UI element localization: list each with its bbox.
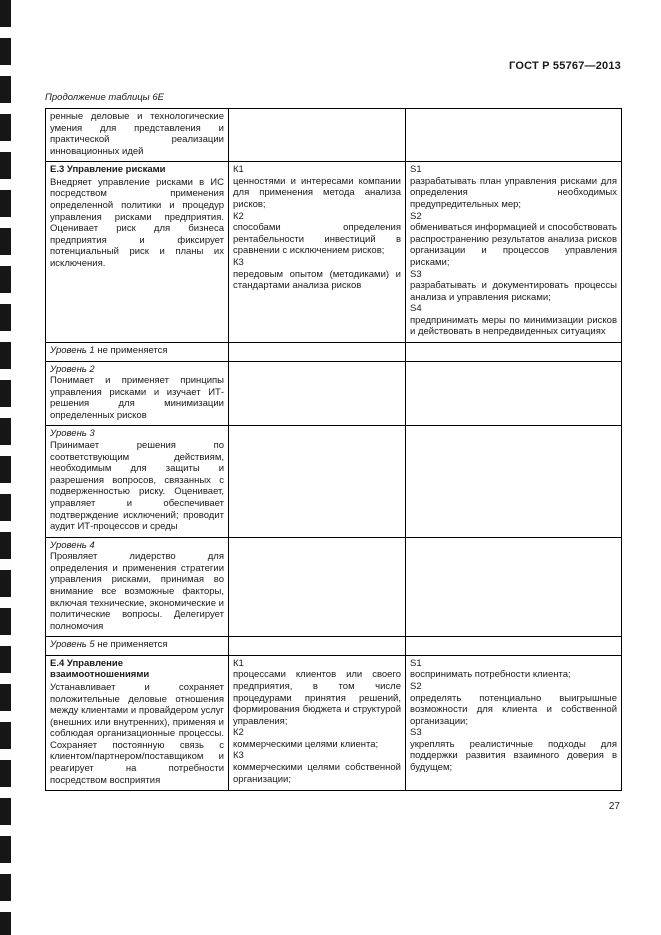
skill-item <box>410 211 617 269</box>
competence-table <box>45 108 622 791</box>
continuation-text: ренные деловые и технологические умения для представления и практической реализации инновационных идей <box>50 111 224 157</box>
skill-item <box>410 164 617 210</box>
cell-empty <box>406 537 622 637</box>
table-row-level-4 <box>46 537 622 637</box>
skill-label: S1 <box>410 164 422 176</box>
skill-item <box>410 658 617 681</box>
level-label: Уровень 4 <box>50 539 95 551</box>
scan-binding-marks <box>0 0 11 935</box>
knowledge-label: К1 <box>233 657 244 669</box>
level-text: Понимает и применяет принципы управления рисками и изучает ИТ-решения для минимизации определенных рисков <box>50 375 224 421</box>
knowledge-label: К2 <box>233 727 244 739</box>
skill-item <box>410 303 617 338</box>
cell-empty <box>406 637 622 656</box>
skill-item <box>410 727 617 773</box>
knowledge-label: К3 <box>233 750 244 762</box>
knowledge-item <box>233 750 401 785</box>
knowledge-text: передовым опытом (методиками) и стандартами анализа рисков <box>233 268 401 292</box>
skill-text: воспринимать потребности клиента; <box>410 669 571 681</box>
skill-label: S2 <box>410 681 422 693</box>
cell-empty <box>229 342 406 361</box>
level-text: Принимает решения по соответствующим действиям, необходимым для защиты и разрешения вопросов, связанных с подверженностью риску. Оценивает, управляет и обеспечивает подтверждение исключений; проводит аудит ИТ-процессов и среды <box>50 440 224 533</box>
cell-e3-skills <box>406 162 622 343</box>
cell-e4-description <box>46 655 229 790</box>
knowledge-label: К3 <box>233 256 244 268</box>
table-row-e3 <box>46 162 622 343</box>
skill-label: S1 <box>410 657 422 669</box>
cell-level-3 <box>46 426 229 537</box>
competence-title-e4: Е.4 Управление взаимоотношениями <box>50 657 150 681</box>
cell-e3-description <box>46 162 229 343</box>
document-header: ГОСТ Р 55767—2013 <box>509 60 621 72</box>
competence-description-e4: Устанавливает и сохраняет положительные деловые отношения между клиентами и провайдером услуг (внешних или внутренних), применяя и соблюдая организационные процессы. Сохраняет постоянную связь с клиентом/партнером/поставщиком и реагирует на потребности посредством восприятия <box>50 682 224 786</box>
knowledge-item <box>233 727 401 750</box>
cell-empty <box>406 109 622 162</box>
level-label: Уровень 2 <box>50 363 95 375</box>
competence-description-e3: Внедряет управление рисками в ИС посредством применения определенной политики и процедур управления рисками предприятия. Оценивает риск для бизнеса предприятия и фиксирует потенциальный риск и планы их исключения. <box>50 176 224 269</box>
cell-empty <box>229 109 406 162</box>
page-number: 27 <box>608 801 620 813</box>
table-caption: Продолжение таблицы 6Е <box>45 92 164 103</box>
cell-e3-knowledge <box>229 162 406 343</box>
cell-empty <box>229 361 406 426</box>
knowledge-text: ценностями и интересами компании для применения метода анализа рисков; <box>233 175 401 211</box>
cell-level-4 <box>46 537 229 637</box>
knowledge-item <box>233 211 401 257</box>
table-row-level-2 <box>46 361 622 426</box>
table-row-level-5 <box>46 637 622 656</box>
cell-level-2 <box>46 361 229 426</box>
skill-text: разрабатывать и документировать процессы анализа и управления рисками; <box>410 280 617 303</box>
skill-text: определять потенциально выигрышные возможности для клиента и собственной организации; <box>410 692 617 727</box>
level-text: не применяется <box>97 639 168 651</box>
cell-empty <box>229 426 406 537</box>
cell-empty <box>406 426 622 537</box>
knowledge-label: К2 <box>233 210 244 222</box>
skill-item <box>410 269 617 304</box>
knowledge-item <box>233 164 401 210</box>
level-text: Проявляет лидерство для определения и применения стратегии управления рисками, принимая во внимание все возможные факторы, включая технические, экономические и политические вопросы. Делегирует полномочия <box>50 551 224 632</box>
cell-e4-skills <box>406 655 622 790</box>
cell-empty <box>406 361 622 426</box>
skill-label: S2 <box>410 210 422 222</box>
page-content <box>45 0 621 812</box>
skill-text: обмениваться информацией и способствовать распространению результатов анализа рисков организации и процессов управления рисками; <box>410 222 617 268</box>
table-row-e4 <box>46 655 622 790</box>
knowledge-text: коммерческими целями клиента; <box>233 738 379 750</box>
cell-empty <box>406 342 622 361</box>
knowledge-text: процессами клиентов или своего предприятия, в том числе процедурами принятия решений, формирования бюджета и структурой управления; <box>233 669 401 727</box>
level-label: Уровень 3 <box>50 428 95 440</box>
table-row-level-1 <box>46 342 622 361</box>
skill-text: разрабатывать план управления рисками для определения необходимых предупредительных мер; <box>410 175 617 211</box>
knowledge-text: коммерческими целями собственной организации; <box>233 762 401 785</box>
knowledge-text: способами определения рентабельности инвестиций в сравнении с исключением рисков; <box>233 222 401 257</box>
skill-label: S4 <box>410 303 422 315</box>
level-text: не применяется <box>97 344 168 356</box>
cell-e4-knowledge <box>229 655 406 790</box>
table-row-level-3 <box>46 426 622 537</box>
skill-label: S3 <box>410 727 422 739</box>
knowledge-item <box>233 257 401 292</box>
level-label: Уровень 1 <box>50 344 95 356</box>
skill-text: предпринимать меры по минимизации рисков и действовать в непредвиденных ситуациях <box>410 314 617 338</box>
cell-level-5 <box>46 637 229 656</box>
cell-empty <box>229 537 406 637</box>
skill-text: укреплять реалистичные подходы для поддержки развития взаимного доверия в будущем; <box>410 738 617 774</box>
cell-level-1 <box>46 342 229 361</box>
table-row-continuation <box>46 109 622 162</box>
cell-empty <box>229 637 406 656</box>
competence-title-e3: Е.3 Управление рисками <box>50 164 166 176</box>
knowledge-label: К1 <box>233 164 244 176</box>
level-label: Уровень 5 <box>50 639 95 651</box>
knowledge-item <box>233 658 401 727</box>
skill-item <box>410 681 617 727</box>
skill-label: S3 <box>410 268 422 280</box>
cell-continuation-text <box>46 109 229 162</box>
